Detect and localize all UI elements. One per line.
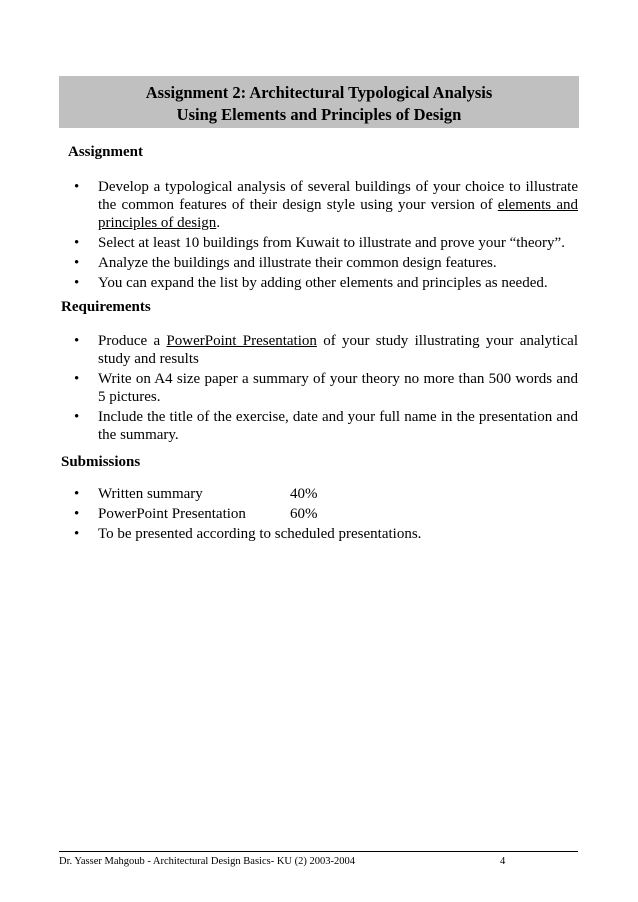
bullet-icon: • (74, 275, 80, 291)
elements-principles-link[interactable]: elements and principles of design (98, 197, 578, 231)
page-number: 4 (500, 856, 506, 867)
footer-divider (59, 851, 578, 852)
footer-text: Dr. Yasser Mahgoub - Architectural Design Basics- KU (2) 2003-2004 (59, 856, 355, 867)
title-line-2: Using Elements and Principles of Design (176, 105, 462, 124)
title-band (59, 76, 579, 128)
list-item: • Written summary 40% (74, 486, 318, 502)
powerpoint-presentation-link[interactable]: PowerPoint Presentation (166, 333, 317, 349)
list-item: • Develop a typological analysis of several buildings of your choice to illustrate the common features of their design style using your version of elements and principles of design. (74, 179, 578, 231)
bullet-icon: • (74, 526, 80, 542)
list-item: • PowerPoint Presentation 60% (74, 506, 318, 522)
requirements-list (70, 332, 578, 446)
assignment-heading: Assignment (68, 144, 144, 160)
list-item: • Include the title of the exercise, date and your full name in the presentation and the summary. (74, 409, 578, 443)
list-item: • To be presented according to scheduled presentations. (74, 526, 422, 542)
bullet-icon: • (74, 506, 80, 522)
bullet-icon: • (74, 409, 80, 425)
list-item: • Analyze the buildings and illustrate their common design features. (74, 255, 497, 271)
list-item: • Produce a PowerPoint Presentation of your study illustrating your analytical study and results (74, 333, 578, 367)
bullet-icon: • (74, 486, 80, 502)
bullet-icon: • (74, 371, 80, 387)
submissions-list (70, 485, 578, 545)
bullet-icon: • (74, 235, 80, 251)
requirements-heading: Requirements (61, 299, 151, 315)
bullet-icon: • (74, 333, 80, 349)
list-item: • You can expand the list by adding other elements and principles as needed. (74, 275, 548, 291)
bullet-icon: • (74, 255, 80, 271)
assignment-list (70, 178, 578, 294)
submissions-heading: Submissions (61, 454, 141, 470)
bullet-icon: • (74, 179, 80, 195)
title-line-1: Assignment 2: Architectural Typological Analysis (145, 83, 493, 102)
list-item: • Write on A4 size paper a summary of your theory no more than 500 words and 5 pictures. (74, 371, 578, 405)
list-item: • Select at least 10 buildings from Kuwait to illustrate and prove your “theory”. (74, 235, 565, 251)
